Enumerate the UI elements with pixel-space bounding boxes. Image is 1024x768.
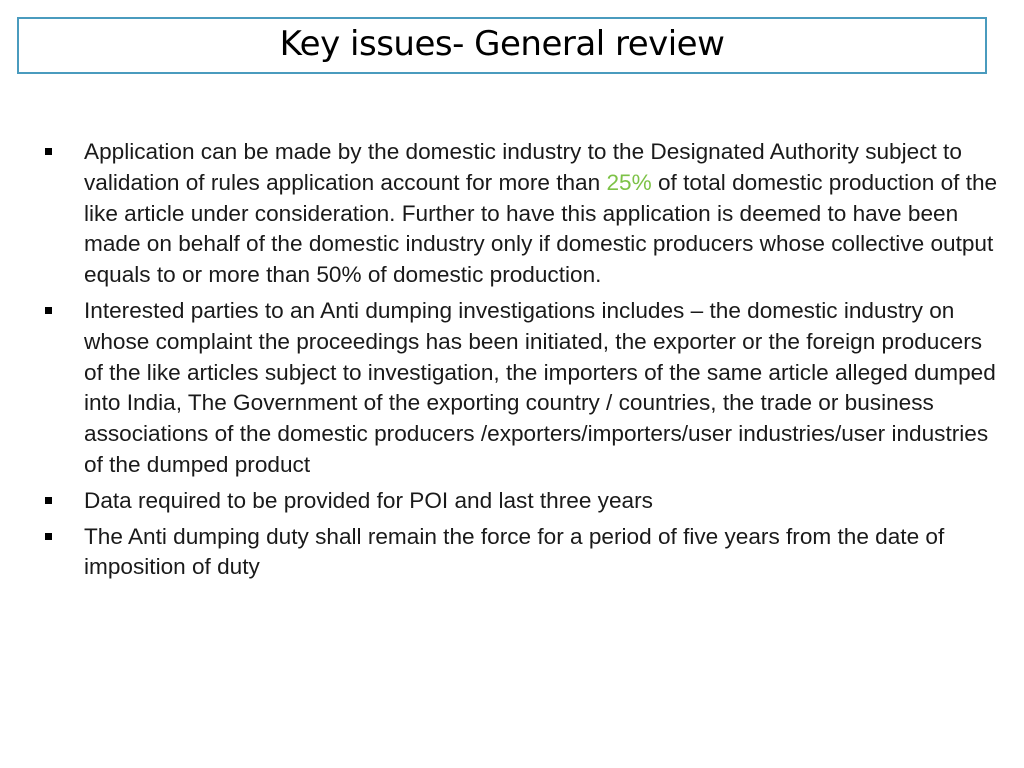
bullet-1-text-part1: Application can be made by the domestic industry to the Designated Authority subject to validation of rules application account for more than [84,139,962,195]
bullet-item-1 [44,137,1004,291]
square-bullet-icon [45,533,52,540]
bullet-list [44,137,1004,588]
bullet-1-highlight-percent: 25% [606,169,652,195]
square-bullet-icon [45,148,52,155]
bullet-item-2 [44,296,1004,481]
square-bullet-icon [45,497,52,504]
title-box [17,17,987,74]
bullet-2-text: Interested parties to an Anti dumping investigations includes – the domestic industry on whose complaint the proceedings has been initiated, the exporter or the foreign producers of the like articles subject to investigation, the importers of the same article alleged dumped into India, The Government of the exporting country / countries, the trade or business associations of the domestic producers /exporters/importers/user industries/user industries of the dumped product [84,297,996,477]
bullet-3-text: Data required to be provided for POI and last three years [84,487,653,513]
bullet-item-3 [44,486,1004,517]
square-bullet-icon [45,307,52,314]
bullet-4-text: The Anti dumping duty shall remain the force for a period of five years from the date of imposition of duty [84,523,945,580]
bullet-item-4 [44,522,1004,584]
bullet-1-text-part2: of total domestic production of the like article under consideration. Further to have this application is deemed to have been made on behalf of the domestic industry only if domestic producers whose collective output equals to or more than 50% of domestic production. [84,169,998,288]
slide-title: Key issues- General review [279,23,725,64]
